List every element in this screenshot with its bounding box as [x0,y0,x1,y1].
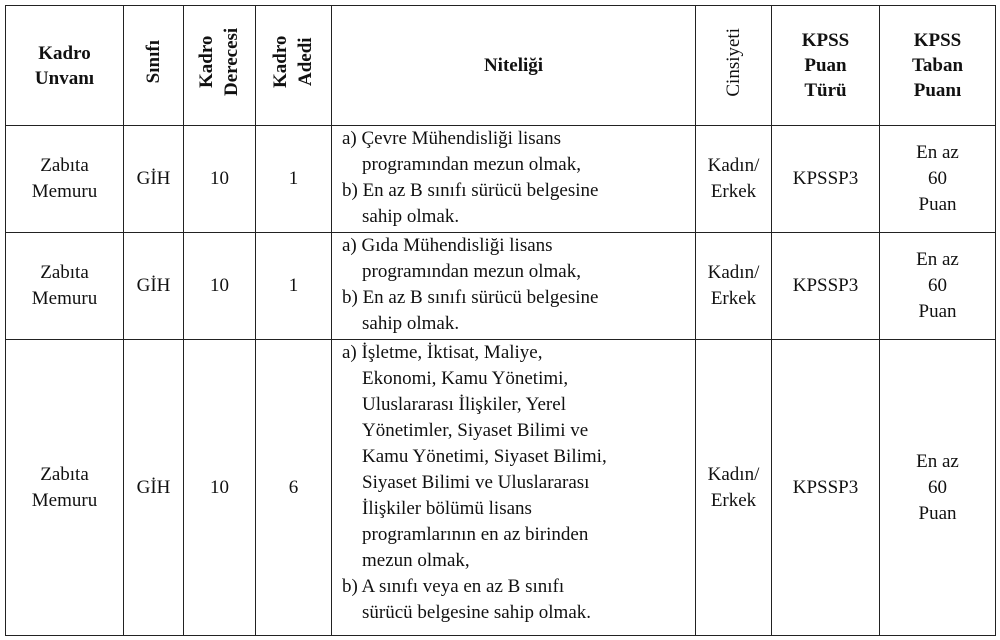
cell-sinifi: GİH [124,126,184,233]
cell-puan-turu: KPSSP3 [772,340,880,636]
cell-cinsiyet: Kadın/ Erkek [696,233,772,340]
cell-taban-puani: En az 60 Puan [880,126,996,233]
cell-adet: 1 [256,126,332,233]
cell-derece: 10 [184,340,256,636]
table-row [6,340,996,636]
cell-sinifi: GİH [124,340,184,636]
header-kadro-unvani: Kadro Unvanı [6,6,124,126]
nitelik-item-a: a) İşletme, İktisat, Maliye, Ekonomi, Kamu Yönetimi, Uluslararası İlişkiler, Yerel Yönetimler, Siyaset Bilimi ve Kamu Yönetimi, Siyaset Bilimi, Siyaset Bilimi ve Uluslararası İlişkiler bölümü lisans programlarının en az birinden mezun olmak, [342,342,607,571]
cell-sinifi: GİH [124,233,184,340]
header-row [6,6,996,126]
cell-puan-turu: KPSSP3 [772,126,880,233]
cell-cinsiyet: Kadın/ Erkek [696,340,772,636]
cell-nitelik [332,233,696,340]
cell-adet: 6 [256,340,332,636]
table-row [6,233,996,340]
cell-kadro-unvani: Zabıta Memuru [6,233,124,340]
header-kpss-puan-turu: KPSS Puan Türü [772,6,880,126]
cell-taban-puani: En az 60 Puan [880,340,996,636]
cell-adet: 1 [256,233,332,340]
table-row [6,126,996,233]
nitelik-item-b: b) En az B sınıfı sürücü belgesine sahip olmak. [342,287,599,334]
cell-derece: 10 [184,126,256,233]
cell-taban-puani: En az 60 Puan [880,233,996,340]
cell-nitelik [332,340,696,636]
cell-kadro-unvani: Zabıta Memuru [6,340,124,636]
header-cinsiyeti: Cinsiyeti [696,6,772,126]
header-kpss-taban-puani: KPSS Taban Puanı [880,6,996,126]
cell-derece: 10 [184,233,256,340]
nitelik-item-a: a) Gıda Mühendisliği lisans programından mezun olmak, [342,235,581,282]
header-sinifi: Sınıfı [124,6,184,126]
nitelik-item-b: b) A sınıfı veya en az B sınıfı sürücü belgesine sahip olmak. [342,576,592,623]
cell-nitelik [332,126,696,233]
cell-cinsiyet: Kadın/ Erkek [696,126,772,233]
header-kadro-adedi: Kadro Adedi [256,6,332,126]
cell-puan-turu: KPSSP3 [772,233,880,340]
header-niteligi: Niteliği [332,6,696,126]
kadro-table [5,5,996,636]
nitelik-item-b: b) En az B sınıfı sürücü belgesine sahip olmak. [342,180,599,227]
cell-kadro-unvani: Zabıta Memuru [6,126,124,233]
header-kadro-derecesi: Kadro Derecesi [184,6,256,126]
nitelik-item-a: a) Çevre Mühendisliği lisans programından mezun olmak, [342,128,581,175]
